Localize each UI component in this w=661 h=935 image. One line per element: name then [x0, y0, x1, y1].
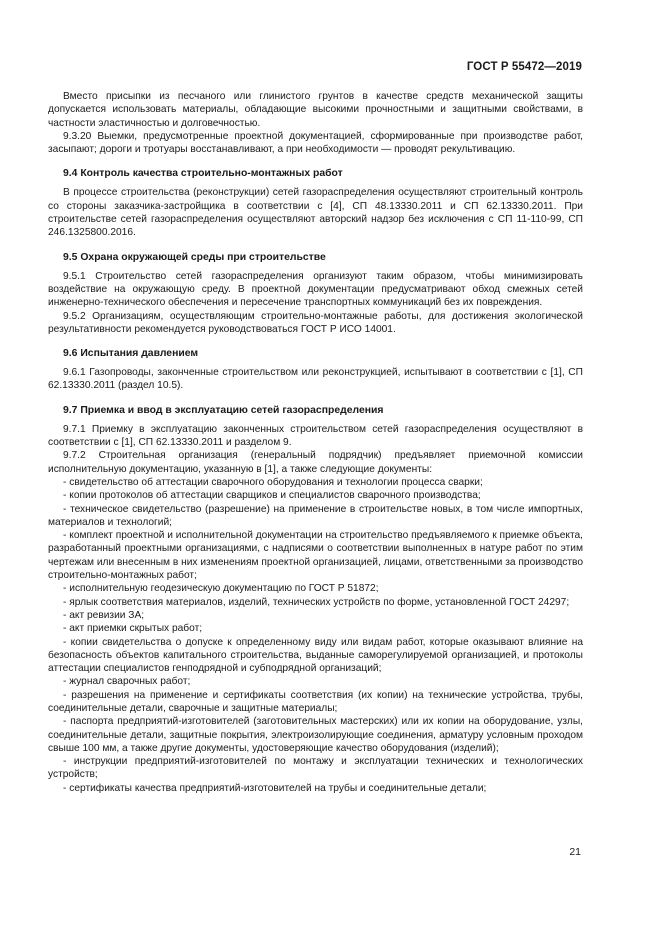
page-number: 21 — [569, 846, 581, 858]
list-item-text: техническое свидетельство (разрешение) на применение в строительстве новых, в том числе импортных, материалов и технологий; — [48, 503, 583, 528]
list-item-text: копии свидетельства о допуске к определенному виду или видам работ, которые оказывают влияние на безопасность объектов капитального строительства, выданные саморегулируемой организацией, и протоколы аттестации специалистов генподрядной и субподрядной организаций; — [48, 636, 583, 675]
paragraph: 9.3.20 Выемки, предусмотренные проектной документацией, сформированные при производстве работ, засыпают; дороги и тротуары восстанавливают, а при необходимости — проводят рекультивацию. — [48, 130, 583, 156]
list-item-text: комплект проектной и исполнительной документации на строительство предъявляемого к приемке объекта, разработанный проектными организациями, с надписями о соответствии выполненных в натуре работ по этим чертежам или внесенным в них изменениям проектной организацией, лицами, ответственными за производство строительно-монтажных работ; — [48, 530, 583, 582]
list-item-text: копии протоколов об аттестации сварщиков и специалистов сварочного производства; — [69, 490, 481, 502]
list-item — [48, 675, 583, 688]
section-heading-9-7: 9.7 Приемка и ввод в эксплуатацию сетей газораспределения — [63, 404, 384, 416]
list-item-text: ярлык соответствия материалов, изделий, технических устройств по форме, установленной ГОСТ 24297; — [69, 596, 570, 608]
list-dash: - — [63, 689, 67, 701]
list-dash: - — [63, 530, 67, 542]
list-item — [48, 529, 583, 582]
paragraph: 9.5.1 Строительство сетей газораспределения организуют таким образом, чтобы минимизировать воздействие на окружающую среду. В проектной документации предусматривают обход смежных сетей инженерно-технического обеспечения и пересечение транспортных коммуникаций без их повреждения. — [48, 270, 583, 309]
list-dash: - — [63, 623, 67, 635]
paragraph: 9.5.2 Организациям, осуществляющим строительно-монтажные работы, для достижения экологической результативности рекомендуется руководствоваться ГОСТ Р ИСО 14001. — [48, 310, 583, 335]
list-dash: - — [63, 782, 67, 794]
document-list — [48, 476, 583, 795]
list-dash: - — [63, 503, 67, 515]
paragraph: 9.7.2 Строительная организация (генеральный подрядчик) предъявляет приемочной комиссии исполнительную документацию, указанную в [1], а также следующие документы: — [48, 450, 583, 475]
standard-designation: ГОСТ Р 55472—2019 — [466, 61, 582, 73]
list-item-text: инструкции предприятий-изготовителей по монтажу и эксплуатации технических и технологических устройств; — [48, 756, 583, 781]
list-item — [48, 503, 583, 530]
list-item — [48, 489, 583, 502]
list-item — [48, 582, 583, 595]
list-dash: - — [63, 583, 67, 595]
paragraph: 9.6.1 Газопроводы, законченные строительством или реконструкцией, испытывают в соответствии с [1], СП 62.13330.2011 (раздел 10.5). — [48, 367, 583, 392]
list-dash: - — [63, 476, 67, 488]
list-item — [48, 609, 583, 622]
list-dash: - — [63, 716, 67, 728]
paragraph: 9.7.1 Приемку в эксплуатацию законченных строительством сетей газораспределения осуществляют в соответствии с [1], СП 62.13330.2011 и разделом 9. — [48, 423, 583, 449]
paragraph: В процессе строительства (реконструкции) сетей газораспределения осуществляют строительный контроль со стороны заказчика-застройщика в соответствии с [4], СП 48.13330.2011 и СП 62.13330.2011. При строительстве сетей газораспределения осуществляют авторский надзор без исключения с СП 11-110-99, СП 246.1325800.2016. — [48, 187, 583, 239]
list-item-text: исполнительную геодезическую документацию по ГОСТ Р 51872; — [69, 583, 379, 595]
section-heading-9-4: 9.4 Контроль качества строительно-монтажных работ — [63, 168, 343, 180]
list-item — [48, 782, 583, 795]
list-item — [48, 622, 583, 635]
list-item — [48, 476, 583, 489]
section-heading-9-5: 9.5 Охрана окружающей среды при строительстве — [63, 251, 326, 263]
list-item-text: сертификаты качества предприятий-изготовителей на трубы и соединительные детали; — [69, 782, 487, 794]
list-item-text: журнал сварочных работ; — [69, 676, 191, 688]
list-item-text: акт ревизии ЗА; — [69, 609, 145, 621]
document-body — [48, 90, 583, 795]
list-dash: - — [63, 676, 67, 688]
list-item-text: разрешения на применение и сертификаты соответствия (их копии) на технические устройства, трубы, соединительные детали, сварочные и защитные материалы; — [48, 689, 583, 714]
list-item — [48, 689, 583, 716]
list-item — [48, 715, 583, 755]
list-item-text: паспорта предприятий-изготовителей (заготовительных мастерских) или их копии на оборудование, узлы, соединительные детали, защитные покрытия, электроизолирующие соединения, арматуру условным проходом свыше 100 мм, а также другие документы, удостоверяющие качество оборудования (изделий); — [48, 716, 583, 754]
list-dash: - — [63, 636, 67, 648]
list-item-text: акт приемки скрытых работ; — [69, 623, 203, 635]
list-item — [48, 755, 583, 782]
list-dash: - — [63, 490, 67, 502]
list-item-text: свидетельство об аттестации сварочного оборудования и технологии процесса сварки; — [69, 476, 483, 488]
list-dash: - — [63, 609, 67, 621]
section-heading-9-6: 9.6 Испытания давлением — [63, 348, 199, 360]
list-item — [48, 596, 583, 609]
list-item — [48, 636, 583, 676]
list-dash: - — [63, 756, 67, 768]
paragraph: Вместо присыпки из песчаного или глинистого грунтов в качестве средств механической защиты допускается использовать материалы, обладающие высокими прочностными и защитными свойствами, в частности эластичностью и долговечностью. — [48, 91, 583, 129]
list-dash: - — [63, 596, 67, 608]
